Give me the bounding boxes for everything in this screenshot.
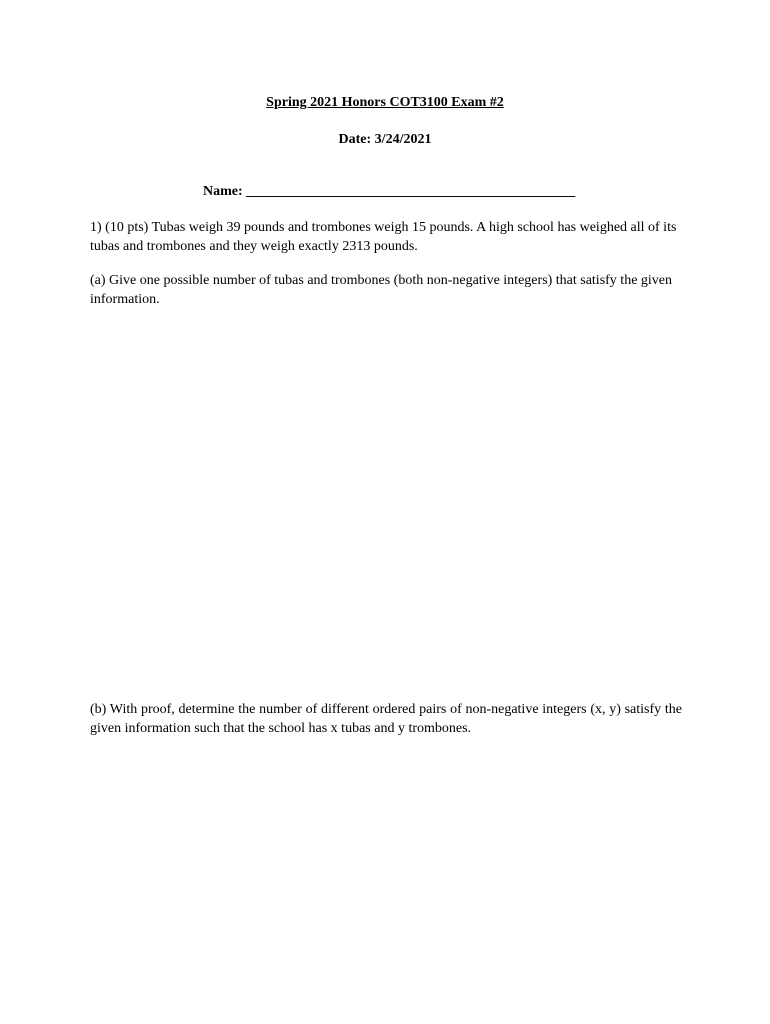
name-label: Name: bbox=[203, 184, 243, 199]
exam-date: Date: 3/24/2021 bbox=[338, 132, 432, 147]
question-1a: (a) Give one possible number of tubas and trombones (both non-negative integers) that satisfy the given information. bbox=[90, 273, 673, 307]
question-1: 1) (10 pts) Tubas weigh 39 pounds and trombones weigh 15 pounds. A high school has weighed all of its tubas and trombones and they weigh exactly 2313 pounds. bbox=[90, 220, 677, 254]
name-field bbox=[203, 183, 575, 201]
name-blank-line: _______________________________________________ bbox=[246, 184, 576, 199]
exam-title: Spring 2021 Honors COT3100 Exam #2 bbox=[266, 95, 504, 110]
question-1b: (b) With proof, determine the number of different ordered pairs of non-negative integers (x, y) satisfy the given information such that the school has x tubas and y trombones. bbox=[90, 702, 682, 736]
